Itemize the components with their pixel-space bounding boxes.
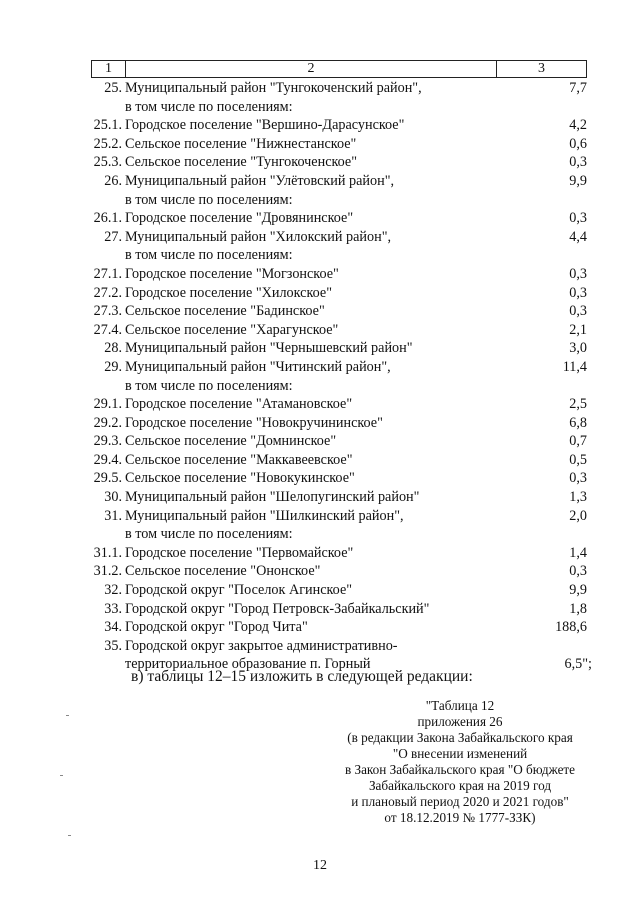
caption-line: приложения 26 [417, 714, 503, 729]
table-row [0, 339, 640, 358]
row-number: 27.3. [93, 303, 122, 320]
row-value: 0,3 [569, 284, 587, 301]
table-row [0, 98, 640, 117]
row-name: Сельское поселение "Ононское" [125, 563, 321, 580]
row-number: 25. [104, 80, 122, 96]
caption-line: "О внесении изменений [392, 746, 528, 761]
row-value: 0,3 [569, 303, 587, 320]
table-row [0, 600, 640, 619]
table-row [0, 209, 640, 228]
row-value: 1,8 [569, 600, 587, 617]
row-number: 25.3. [93, 154, 122, 171]
caption-line: "Таблица 12 [425, 698, 495, 713]
row-value: 6,8 [569, 414, 587, 431]
caption-line: от 18.12.2019 № 1777-ЗЗК) [384, 810, 536, 825]
table-row [0, 525, 640, 544]
row-number: 29.3. [93, 433, 122, 450]
caption-line: Забайкальского края на 2019 год [368, 778, 552, 793]
row-number: 29. [104, 358, 122, 375]
row-value: 1,3 [569, 489, 587, 506]
caption-line: в Закон Забайкальского края "О бюджете [344, 762, 576, 777]
row-name: в том числе по поселениям: [125, 377, 293, 394]
row-value: 0,3 [569, 210, 587, 227]
row-name: Муниципальный район "Улётовский район", [125, 172, 395, 189]
row-name: Городское поселение "Первомайское" [125, 544, 354, 561]
page-number: 12 [313, 858, 327, 873]
row-name: Муниципальный район "Тунгокоченский район", [125, 80, 422, 96]
amendment-instruction: в) таблицы 12–15 изложить в следующей редакции: [131, 668, 473, 685]
row-value: 0,3 [569, 563, 587, 580]
row-name: в том числе по поселениям: [125, 98, 293, 115]
row-name: Муниципальный район "Хилокский район", [125, 228, 392, 245]
header-col-1: 1 [92, 61, 126, 77]
row-name: Сельское поселение "Тунгокоченское" [125, 154, 358, 171]
table-row [0, 507, 640, 526]
row-number: 29.2. [93, 414, 122, 431]
row-name: в том числе по поселениям: [125, 526, 293, 543]
row-name: Городской округ "Город Чита" [125, 619, 308, 636]
table-header [91, 60, 587, 78]
caption-line: (в редакции Закона Забайкальского края [347, 730, 573, 745]
table-row [0, 544, 640, 563]
table-row [0, 302, 640, 321]
table-row [0, 451, 640, 470]
row-name: Сельское поселение "Бадинское" [125, 303, 325, 320]
row-name: Сельское поселение "Домнинское" [125, 433, 337, 450]
header-col-2: 2 [126, 61, 497, 77]
table-row [0, 246, 640, 265]
scan-mark [66, 715, 69, 716]
table-row [0, 377, 640, 396]
row-number: 31.1. [93, 544, 122, 561]
row-name: Городское поселение "Дровянинское" [125, 210, 354, 227]
table-row [0, 153, 640, 172]
row-number: 33. [104, 600, 122, 617]
row-value: 11,4 [562, 358, 587, 375]
row-number: 32. [104, 582, 122, 599]
row-number: 27.1. [93, 265, 122, 282]
row-number: 25.1. [93, 117, 122, 134]
scan-mark [60, 775, 63, 776]
row-value: 0,7 [569, 433, 587, 450]
row-name: Городской округ "Поселок Агинское" [125, 582, 353, 599]
row-name: Муниципальный район "Шелопугинский район" [125, 489, 420, 506]
row-number: 34. [104, 619, 122, 636]
row-number: 27.4. [93, 321, 122, 338]
row-value: 4,4 [569, 228, 587, 245]
table-row [0, 618, 640, 637]
row-number: 28. [104, 340, 122, 357]
scan-mark [68, 835, 71, 836]
row-name: Городской округ закрытое административно- [125, 637, 398, 654]
row-value: 2,0 [569, 507, 587, 524]
row-name: Сельское поселение "Нижнестанское" [125, 135, 357, 152]
row-value: 9,9 [569, 582, 587, 599]
row-number: 29.4. [93, 451, 122, 468]
header-col-3: 3 [538, 61, 545, 76]
table-body [0, 79, 640, 674]
row-name: в том числе по поселениям: [125, 247, 293, 264]
table-row [0, 414, 640, 433]
row-number: 31.2. [93, 563, 122, 580]
table-row [0, 581, 640, 600]
row-value: 4,2 [569, 117, 587, 134]
row-value: 6,5"; [564, 656, 592, 673]
row-name: Муниципальный район "Чернышевский район" [125, 340, 413, 357]
table-row [0, 562, 640, 581]
row-value: 7,7 [569, 80, 587, 96]
row-value: 0,3 [569, 154, 587, 171]
row-number: 26. [104, 172, 122, 189]
row-name: Городской округ "Город Петровск-Забайкальский" [125, 600, 430, 617]
table-12-caption [330, 698, 590, 826]
row-number: 30. [104, 489, 122, 506]
row-number: 27.2. [93, 284, 122, 301]
row-value: 0,5 [569, 451, 587, 468]
table-row [0, 321, 640, 340]
table-row [0, 358, 640, 377]
row-number: 29.5. [93, 470, 122, 487]
row-number: 27. [104, 228, 122, 245]
row-value: 188,6 [555, 619, 587, 636]
row-value: 1,4 [569, 544, 587, 561]
row-number: 35. [104, 637, 122, 654]
table-row [0, 469, 640, 488]
table-row [0, 172, 640, 191]
table-row [0, 488, 640, 507]
table-row [0, 395, 640, 414]
row-value: 9,9 [569, 172, 587, 189]
row-name: Муниципальный район "Читинский район", [125, 358, 391, 375]
row-value: 2,1 [569, 321, 587, 338]
table-row [0, 228, 640, 247]
row-name: Сельское поселение "Харагунское" [125, 321, 339, 338]
row-name: Сельское поселение "Новокукинское" [125, 470, 355, 487]
row-name: Городское поселение "Хилокское" [125, 284, 333, 301]
row-number: 29.1. [93, 396, 122, 413]
caption-line: и плановый период 2020 и 2021 годов" [351, 794, 569, 809]
row-value: 0,3 [569, 470, 587, 487]
table-row [0, 79, 640, 98]
row-value: 0,6 [569, 135, 587, 152]
row-name: территориальное образование п. Горный [125, 656, 371, 673]
row-name: Городское поселение "Могзонское" [125, 265, 339, 282]
row-name: Муниципальный район "Шилкинский район", [125, 507, 404, 524]
row-value: 0,3 [569, 265, 587, 282]
row-number: 26.1. [93, 210, 122, 227]
table-row [0, 116, 640, 135]
row-name: Городское поселение "Вершино-Дарасунское" [125, 117, 405, 134]
table-row [0, 284, 640, 303]
table-row [0, 135, 640, 154]
row-name: Городское поселение "Атамановское" [125, 396, 353, 413]
row-value: 3,0 [569, 340, 587, 357]
row-name: Городское поселение "Новокручининское" [125, 414, 383, 431]
table-row [0, 637, 640, 656]
row-number: 25.2. [93, 135, 122, 152]
row-name: в том числе по поселениям: [125, 191, 293, 208]
table-row [0, 191, 640, 210]
row-number: 31. [104, 507, 122, 524]
row-name: Сельское поселение "Маккавеевское" [125, 451, 353, 468]
row-value: 2,5 [569, 396, 587, 413]
table-row [0, 432, 640, 451]
table-row [0, 265, 640, 284]
